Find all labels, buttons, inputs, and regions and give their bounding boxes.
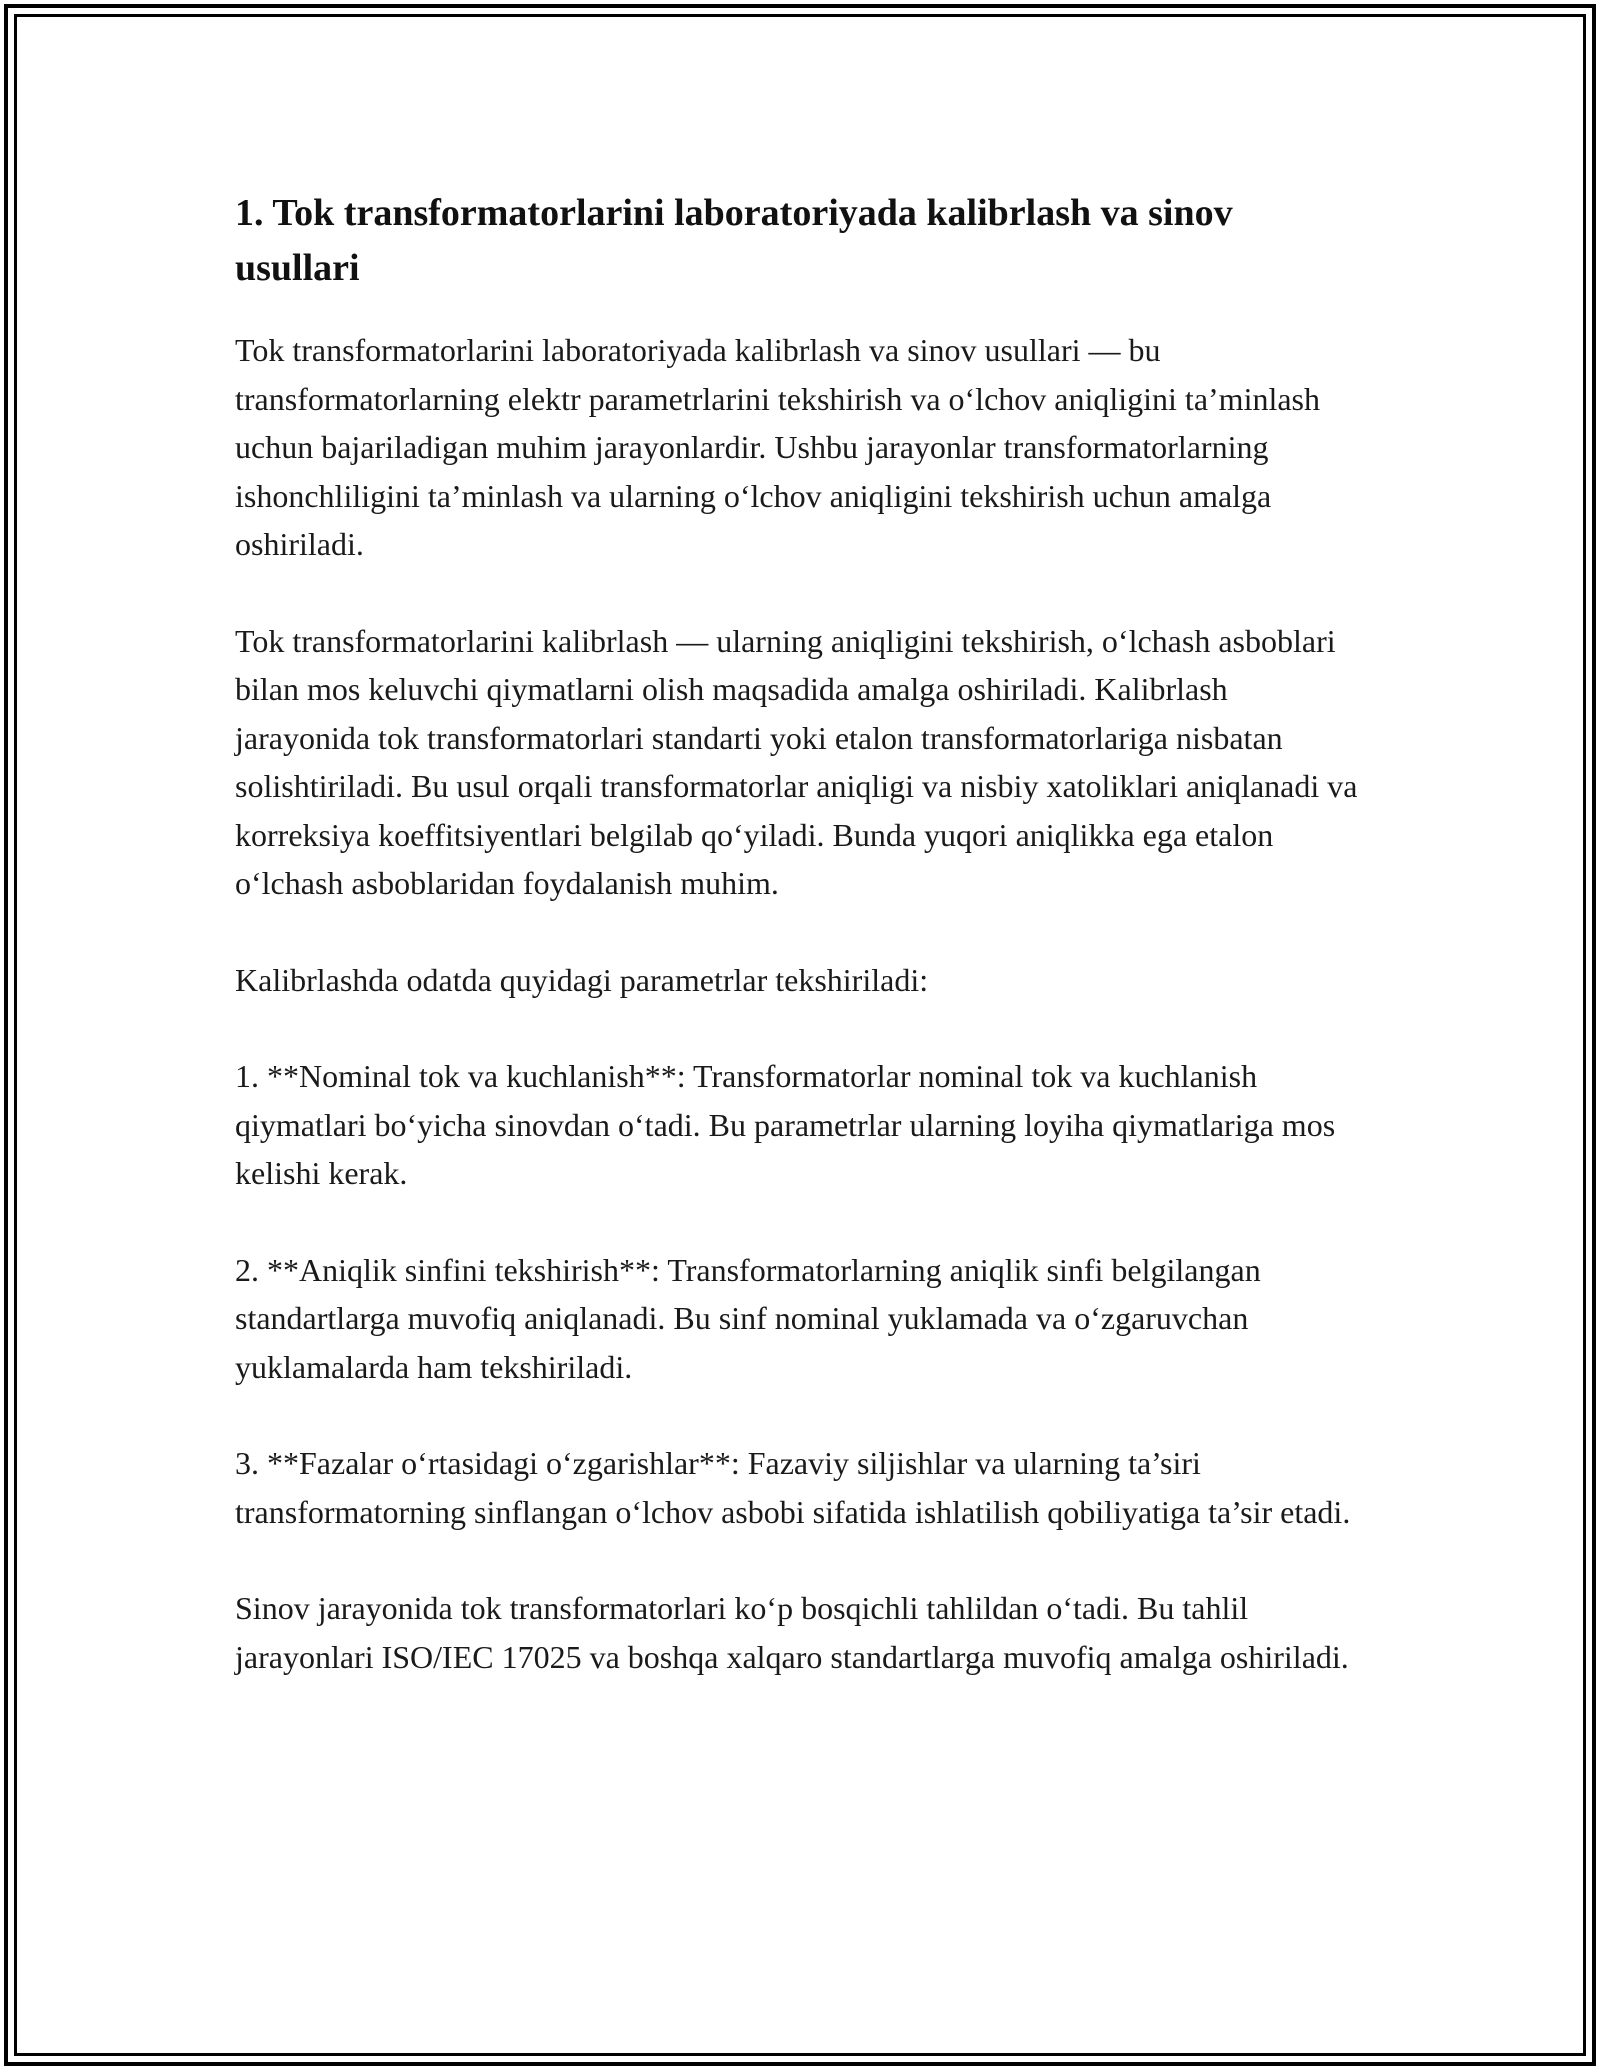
list-item-accuracy-class: 2. **Aniqlik sinfini tekshirish**: Transformatorlarning aniqlik sinfi belgilangan standartlarga muvofiq aniqlanadi. Bu sinf nominal yuklamada va o‘zgaruvchan yuklamalarda ham tekshiriladi. xyxy=(235,1251,1261,1385)
document-body xyxy=(235,186,1365,1729)
paragraph-calibration: Tok transformatorlarini kalibrlash — ularning aniqligini tekshirish, o‘lchash asboblari bilan mos keluvchi qiymatlarni olish maqsadida amalga oshiriladi. Kalibrlash jarayonida tok transformatorlari standarti yoki etalon transformatorlariga nisbatan solishtiriladi. Bu usul orqali transformatorlar aniqligi va nisbiy xatoliklari aniqlanadi va korreksiya koeffitsiyentlari belgilab qo‘yiladi. Bunda yuqori aniqlikka ega etalon o‘lchash asboblaridan foydalanish muhim. xyxy=(235,622,1358,901)
document-title: 1. Tok transformatorlarini laboratoriyada kalibrlash va sinov usullari xyxy=(235,192,1233,289)
list-item-phase-shift: 3. **Fazalar o‘rtasidagi o‘zgarishlar**: Fazaviy siljishlar va ularning ta’siri transformatorning sinflangan o‘lchov asbobi sifatida ishlatilish qobiliyatiga ta’sir etadi. xyxy=(235,1445,1351,1530)
list-item-nominal: 1. **Nominal tok va kuchlanish**: Transformatorlar nominal tok va kuchlanish qiymatlari bo‘yicha sinovdan o‘tadi. Bu parametrlar ularning loyiha qiymatlariga mos kelishi kerak. xyxy=(235,1058,1336,1191)
paragraph-parameters-lead: Kalibrlashda odatda quyidagi parametrlar tekshiriladi: xyxy=(235,961,929,998)
paragraph-testing: Sinov jarayonida tok transformatorlari ko‘p bosqichli tahlildan o‘tadi. Bu tahlil jarayonlari ISO/IEC 17025 va boshqa xalqaro standartlarga muvofiq amalga oshiriladi. xyxy=(235,1590,1349,1675)
paragraph-intro: Tok transformatorlarini laboratoriyada kalibrlash va sinov usullari — bu transformatorlarning elektr parametrlarini tekshirish va o‘lchov aniqligini ta’minlash uchun bajariladigan muhim jarayonlardir. Ushbu jarayonlar transformatorlarning ishonchliligini ta’minlash va ularning o‘lchov aniqligini tekshirish uchun amalga oshiriladi. xyxy=(235,332,1320,562)
